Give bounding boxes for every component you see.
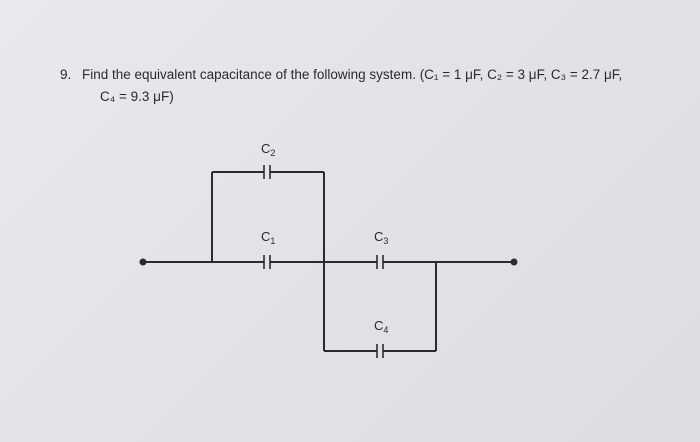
c3-label: $C_3$ [374,229,389,246]
left-terminal [140,259,147,266]
c2-label: $C_2$ [261,141,276,158]
question-number: 9. [60,67,72,82]
c4-label: $C_4$ [374,318,389,335]
c1-label: $C_1$ [261,229,276,246]
question-statement: Find the equivalent capacitance of the following system. (C₁ = 1 μF, C₂ = 3 μF, C₃ = 2.7 μF, [82,67,623,82]
right-terminal [511,259,518,266]
question-values-continued: C₄ = 9.3 μF) [100,89,174,104]
